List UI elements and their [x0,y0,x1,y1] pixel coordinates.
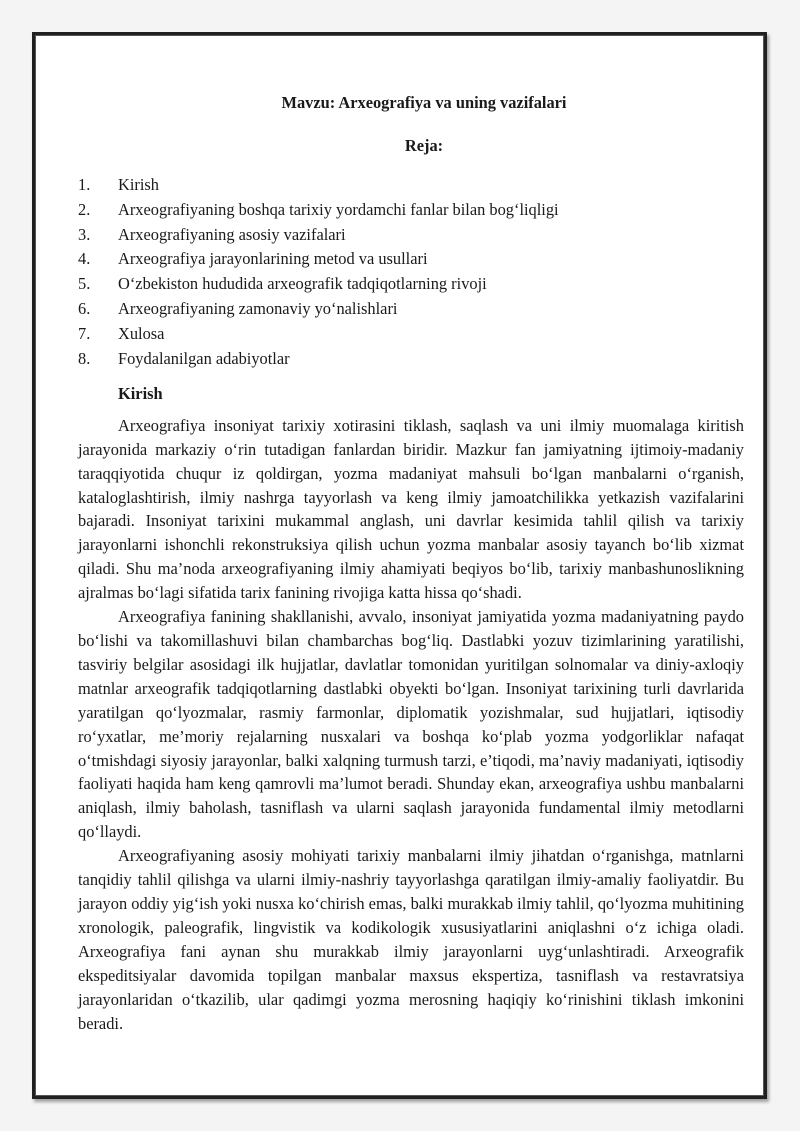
plan-item [78,173,744,198]
plan-item-text: Arxeografiyaning boshqa tarixiy yordamchi fanlar bilan bog‘liqligi [118,199,559,219]
plan-item-number: 1. [78,174,91,194]
plan-item-number: 2. [78,199,91,219]
plan-list [78,173,744,372]
plan-item-number: 8. [78,349,91,369]
plan-item-text: Kirish [118,174,159,194]
plan-item-text: Foydalanilgan adabiyotlar [118,349,290,369]
plan-item [78,198,744,223]
plan-item-text: Arxeografiyaning asosiy vazifalari [118,224,346,244]
plan-item [78,272,744,297]
document-content [78,91,744,1035]
plan-item [78,297,744,322]
plan-item-number: 3. [78,224,91,244]
plan-item-number: 7. [78,324,91,344]
plan-item-text: Xulosa [118,324,165,344]
plan-item [78,322,744,347]
document-page [32,32,767,1099]
plan-item [78,347,744,372]
plan-item [78,247,744,272]
body-paragraph: Arxeografiya fanining shakllanishi, avvalo, insoniyat jamiyatida yozma madaniyatning paydo bo‘lishi va takomillashuvi bilan chambarchas bog‘liq. Dastlabki yozuv tizimlarining yaratilishi, tasviriy belgilar asosidagi ilk hujjatlar, davlatlar tomonidan yuritilgan solnomalar va diniy-axloqiy matnlar arxeografik tadqiqotlarning dastlabki obyekti bo‘lgan. Insoniyat tarixining turli davrlarida yaratilgan qo‘lyozmalar, rasmiy farmonlar, diplomatik yozishmalar, sud hujjatlari, iqtisodiy ro‘yxatlar, me’moriy rejalarning nusxalari va boshqa ko‘plab yozma yodgorliklar nafaqat o‘tmishdagi siyosiy jarayonlar, balki xalqning turmush tarzi, e’tiqodi, ma’naviy madaniyati, iqtisodiy faoliyati haqida ham keng qamrovli ma’lumot beradi. Shunday ekan, arxeografiya ushbu manbalarni aniqlash, ilmiy baholash, tasniflash va ularni saqlash jarayonida fundamental ilmiy metodlarni qo‘llaydi. [78,607,744,842]
plan-item-text: Arxeografiyaning zamonaviy yo‘nalishlari [118,299,398,319]
plan-heading: Reja: [404,135,444,155]
section-heading: Kirish [118,383,163,403]
plan-item-number: 5. [78,274,91,294]
plan-item-number: 4. [78,249,91,269]
body-paragraph: Arxeografiyaning asosiy mohiyati tarixiy manbalarni ilmiy jihatdan o‘rganishga, matnlarni tanqidiy tahlil qilishga va ularni ilmiy-nashriy tayyorlashga qaratilgan ilmiy-amaliy faoliyatdir. Bu jarayon oddiy yig‘ish yoki nusxa ko‘chirish emas, balki murakkab ilmiy tahlil, qo‘lyozma muhitining xronologik, paleografik, lingvistik va kodikologik xususiyatlarini aniqlashni o‘z ichiga oladi. Arxeografiya fani aynan shu murakkab ilmiy jarayonlarni uyg‘unlashtiradi. Arxeografik ekspeditsiyalar davomida topilgan manbalar maxsus ekspertiza, tasniflash va restavratsiya jarayonlaridan o‘tkazilib, ular qadimgi yozma merosning haqiqiy ko‘rinishini tiklash imkonini beradi. [78,846,744,1033]
plan-item-text: O‘zbekiston hududida arxeografik tadqiqotlarning rivoji [118,274,487,294]
plan-item-number: 6. [78,299,91,319]
body-paragraph: Arxeografiya insoniyat tarixiy xotirasini tiklash, saqlash va uni ilmiy muomalaga kiritish jarayonida markaziy o‘rin tutadigan fanlardan biridir. Mazkur fan jamiyatning ijtimoiy-madaniy taraqqiyotida chuqur iz qoldirgan, yozma madaniyat mahsuli bo‘lgan manbalarni o‘rganish, kataloglashtirish, ilmiy nashrga tayyorlash va keng ilmiy jamoatchilikka yetkazish vazifalarini bajaradi. Insoniyat tarixini mukammal anglash, uni davrlar kesimida tahlil qilish va tarixiy jarayonlarni ishonchli rekonstruksiya qilish uchun yozma manbalar asosiy tayanch bo‘lib xizmat qiladi. Shu ma’noda arxeografiyaning ilmiy ahamiyati beqiyos bo‘lib, tarixiy manbashunoslikning ajralmas bo‘lagi sifatida tarix fanining rivojiga katta hissa qo‘shadi. [78,415,744,603]
plan-item-text: Arxeografiya jarayonlarining metod va usullari [118,249,428,269]
document-title: Mavzu: Arxeografiya va uning vazifalari [281,93,567,112]
plan-item [78,223,744,248]
